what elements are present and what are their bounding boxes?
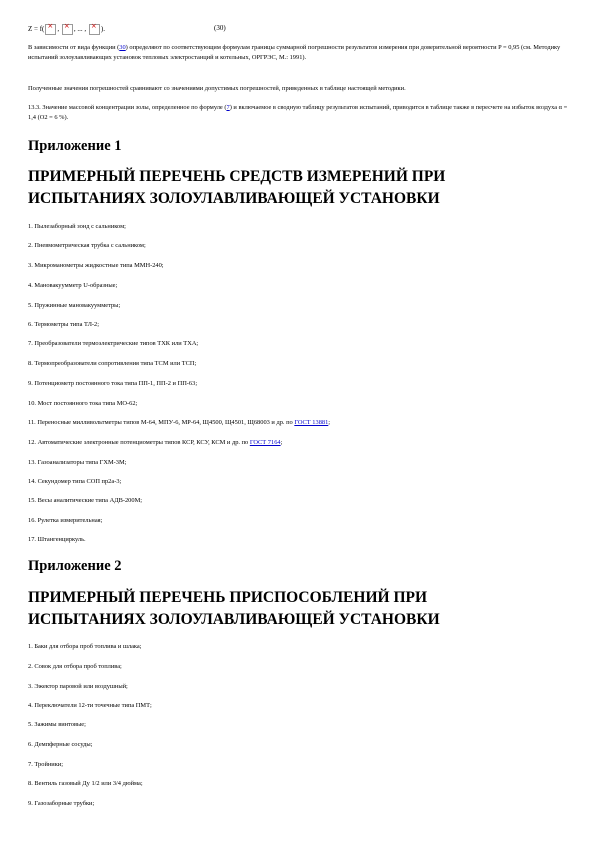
formula-lhs: Z = f(	[28, 25, 45, 34]
list-item: 7. Тройники;	[28, 761, 64, 768]
list-item: 9. Потенциометр постоянного тока типа ПП-1, ПП-2 и ПП-63;	[28, 380, 198, 387]
list-item: 16. Рулетка измерительная;	[28, 517, 103, 524]
formula-sep-2: , ... ,	[73, 25, 87, 34]
formula-rhs: ).	[100, 25, 105, 34]
list-item-gost-link	[28, 419, 330, 426]
list-item-text: 11. Переносные милливольтметры типов М-64, МПУ-6, МР-64, Щ4500, Щ4501, Щ68003 и др. по	[28, 419, 295, 426]
p3-text-before: 13.3. Значение массовой концентрации золы, определенное по формуле (	[28, 104, 227, 111]
list-item: 6. Демпферные сосуды;	[28, 741, 93, 748]
p3-text-after: ) и включаемое в сводную таблицу результатов испытаний, приводится в таблице также в пересчете на избыток воздуха α = 1,4 (O2 = 6 %).	[28, 104, 568, 121]
paragraph-13-3	[28, 103, 571, 123]
formula	[28, 24, 105, 35]
p1-text-before: В зависимости от вида функции (	[28, 44, 120, 51]
list-item: 7. Преобразователи термоэлектрические типов ТХК или ТХА;	[28, 340, 199, 347]
formula-sep-1: ,	[57, 25, 60, 34]
equation-number: (30)	[214, 24, 226, 32]
gost-7164-link[interactable]: ГОСТ 7164	[249, 439, 281, 446]
appendix-1-title: ПРИМЕРНЫЙ ПЕРЕЧЕНЬ СРЕДСТВ ИЗМЕРЕНИЙ ПРИ ИСПЫТАНИЯХ ЗОЛОУЛАВЛИВАЮЩЕЙ УСТАНОВКИ	[28, 168, 446, 207]
broken-image-icon	[89, 24, 100, 35]
list-item: 17. Штангенциркуль.	[28, 536, 86, 543]
broken-image-icon	[45, 24, 56, 35]
list-item: 2. Совок для отбора проб топлива;	[28, 663, 122, 670]
appendix-1-label: Приложение 1	[28, 138, 122, 154]
list-item: 1. Баки для отбора проб топлива и шлака;	[28, 643, 142, 650]
list-item: 10. Мост постоянного тока типа МО-62;	[28, 400, 138, 407]
broken-image-icon	[62, 24, 73, 35]
gost-13881-link[interactable]: ГОСТ 13881	[294, 419, 329, 426]
list-item: 13. Газоанализаторы типа ГХМ-3М;	[28, 459, 127, 466]
list-item: 5. Пружинные мановакуумметры;	[28, 302, 121, 309]
list-item: 6. Термометры типа ТЛ-2;	[28, 321, 100, 328]
list-item: 5. Зажимы винтовые;	[28, 721, 86, 728]
list-item: 8. Термопреобразователи сопротивления типа ТСМ или ТСП;	[28, 360, 197, 367]
paragraph-error-bounds	[28, 43, 571, 63]
list-item: 8. Вентиль газовый Ду 1/2 или 3/4 дюйма;	[28, 780, 143, 787]
list-item-gost-link	[28, 439, 282, 446]
list-item: 4. Мановакуумметр U-образные;	[28, 282, 118, 289]
formula-7-link[interactable]: 7	[226, 104, 230, 111]
list-item-text: 12. Автоматические электронные потенциометры типов КСР, КСУ, КСМ и др. по	[28, 439, 250, 446]
list-item: 3. Эжектор паровой или воздушный;	[28, 683, 128, 690]
appendix-2-label: Приложение 2	[28, 558, 122, 574]
list-item: 9. Газозаборные трубки;	[28, 800, 95, 807]
appendix-2-title: ПРИМЕРНЫЙ ПЕРЕЧЕНЬ ПРИСПОСОБЛЕНИЙ ПРИ ИСПЫТАНИЯХ ЗОЛОУЛАВЛИВАЮЩЕЙ УСТАНОВКИ	[28, 589, 440, 628]
p1-text-after: ) определяют по соответствующим формулам границы суммарной погрешности результатов измерения при доверительной вероятности P = 0,95 (см. Методику испытаний золоулавливающих установок тепловых электростанций и котельных, ОРГРЭС, М.: 1991).	[28, 44, 561, 61]
list-item: 2. Пневмометрическая трубка с сальником;	[28, 242, 146, 249]
list-item: 1. Пылезаборный зонд с сальником;	[28, 223, 126, 230]
list-item: 15. Весы аналитические типа АДВ-200М;	[28, 497, 143, 504]
list-item-suffix: ;	[328, 419, 331, 426]
paragraph-compare-errors: Полученные значения погрешностей сравнивают со значениями допустимых погрешностей, приведенных в таблице настоящей методики.	[28, 85, 406, 92]
list-item: 4. Переключатели 12-ти точечные типа ПМТ;	[28, 702, 152, 709]
list-item-suffix: ;	[280, 439, 283, 446]
list-item: 3. Микроманометры жидкостные типа ММН-240;	[28, 262, 164, 269]
list-item: 14. Секундомер типа СОП пр2а-3;	[28, 478, 122, 485]
formula-30-link[interactable]: 30	[119, 44, 126, 51]
